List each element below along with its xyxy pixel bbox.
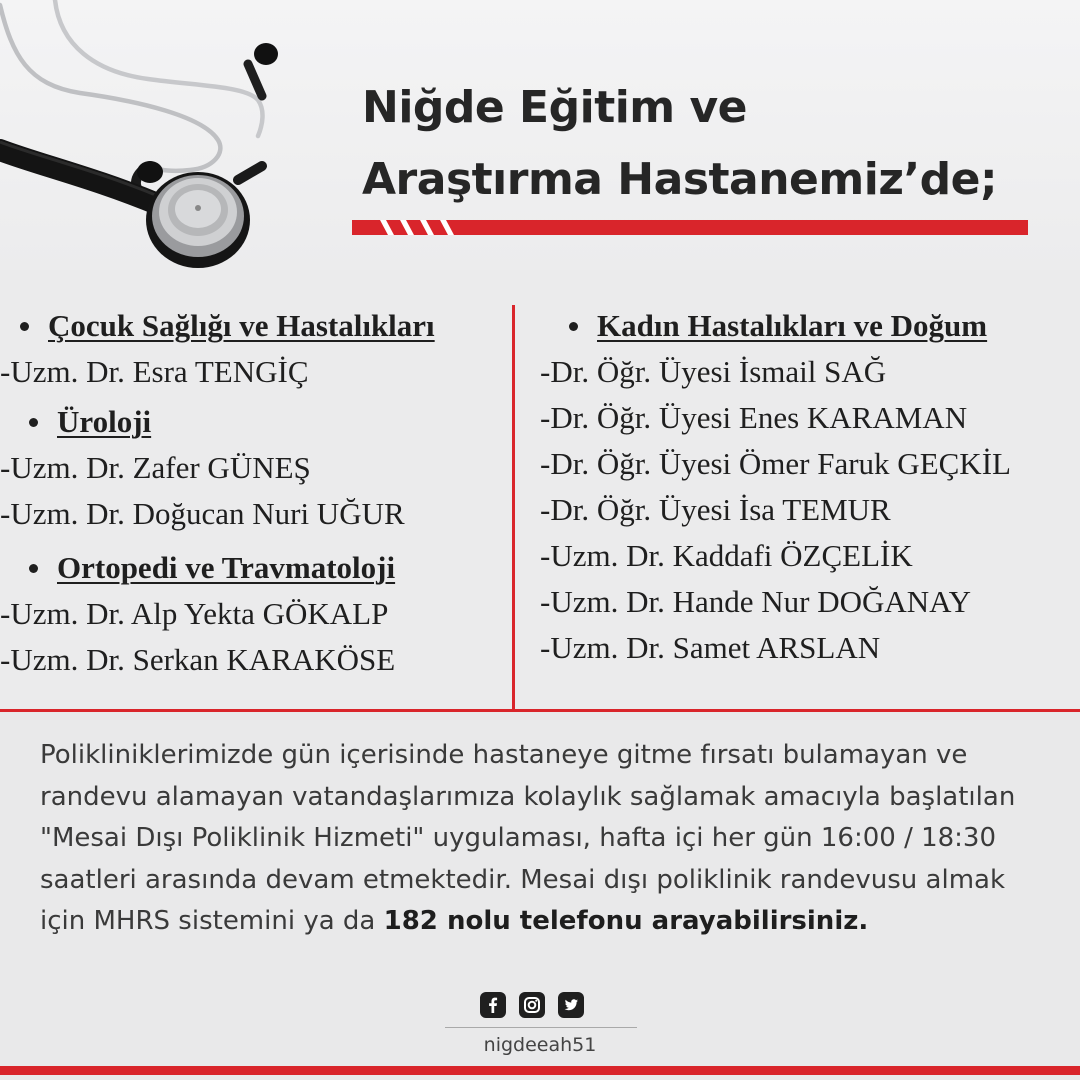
column-divider bbox=[512, 305, 515, 710]
info-phone-emphasis: 182 nolu telefonu arayabilirsiniz. bbox=[383, 906, 869, 936]
doctor-item: -Uzm. Dr. Esra TENGİÇ bbox=[0, 354, 309, 389]
section-divider bbox=[0, 709, 1080, 712]
social-icons bbox=[480, 992, 584, 1018]
info-text: Polikliniklerimizde gün içerisinde hastaneye gitme fırsatı bulamayan ve randevu alamayan vatandaşlarımıza kolaylık sağlamak amacıyla başlatılan "Mesai Dışı Poliklinik Hizmeti" uygulaması, hafta içi her gün 16:00 / 18:30 saatleri arasında devam etmektedir. Mesai dışı poliklinik randevusu almak için MHRS sistemini ya da bbox=[40, 740, 1016, 936]
instagram-icon[interactable] bbox=[519, 992, 545, 1018]
doctor-item: -Uzm. Dr. Zafer GÜNEŞ bbox=[0, 450, 311, 485]
right-column bbox=[540, 303, 1080, 671]
bar-stripes bbox=[352, 220, 462, 235]
left-column bbox=[0, 303, 505, 683]
social-handle: nigdeeah51 bbox=[483, 1034, 597, 1056]
title-line-2: Araştırma Hastanemiz’de; bbox=[362, 154, 998, 205]
dept-cocuk-sagligi: Çocuk Sağlığı ve Hastalıkları bbox=[0, 303, 505, 349]
footer-divider bbox=[445, 1027, 637, 1028]
doctor-item: -Uzm. Dr. Samet ARSLAN bbox=[540, 630, 881, 665]
doctor-item: -Dr. Öğr. Üyesi İsa TEMUR bbox=[540, 492, 891, 527]
info-paragraph bbox=[40, 735, 1050, 943]
dept-kadin-hastaliklari: Kadın Hastalıkları ve Doğum bbox=[540, 303, 1080, 349]
dept-ortopedi: Ortopedi ve Travmatoloji bbox=[0, 545, 505, 591]
page-title bbox=[362, 72, 997, 216]
doctor-item: -Dr. Öğr. Üyesi Ömer Faruk GEÇKİL bbox=[540, 446, 1011, 481]
facebook-icon[interactable] bbox=[480, 992, 506, 1018]
twitter-icon[interactable] bbox=[558, 992, 584, 1018]
bottom-accent-bar bbox=[0, 1066, 1080, 1075]
dept-uroloji: Üroloji bbox=[0, 399, 505, 445]
header-area bbox=[0, 0, 1080, 270]
title-underline-bar bbox=[352, 220, 1028, 235]
doctor-item: -Uzm. Dr. Alp Yekta GÖKALP bbox=[0, 596, 389, 631]
doctor-item: -Dr. Öğr. Üyesi İsmail SAĞ bbox=[540, 354, 887, 389]
doctor-item: -Dr. Öğr. Üyesi Enes KARAMAN bbox=[540, 400, 968, 435]
doctor-item: -Uzm. Dr. Hande Nur DOĞANAY bbox=[540, 584, 972, 619]
doctor-item: -Uzm. Dr. Doğucan Nuri UĞUR bbox=[0, 496, 405, 531]
title-line-1: Niğde Eğitim ve bbox=[362, 82, 747, 133]
stethoscope-image bbox=[0, 0, 340, 270]
doctor-item: -Uzm. Dr. Serkan KARAKÖSE bbox=[0, 642, 396, 677]
doctor-item: -Uzm. Dr. Kaddafi ÖZÇELİK bbox=[540, 538, 913, 573]
